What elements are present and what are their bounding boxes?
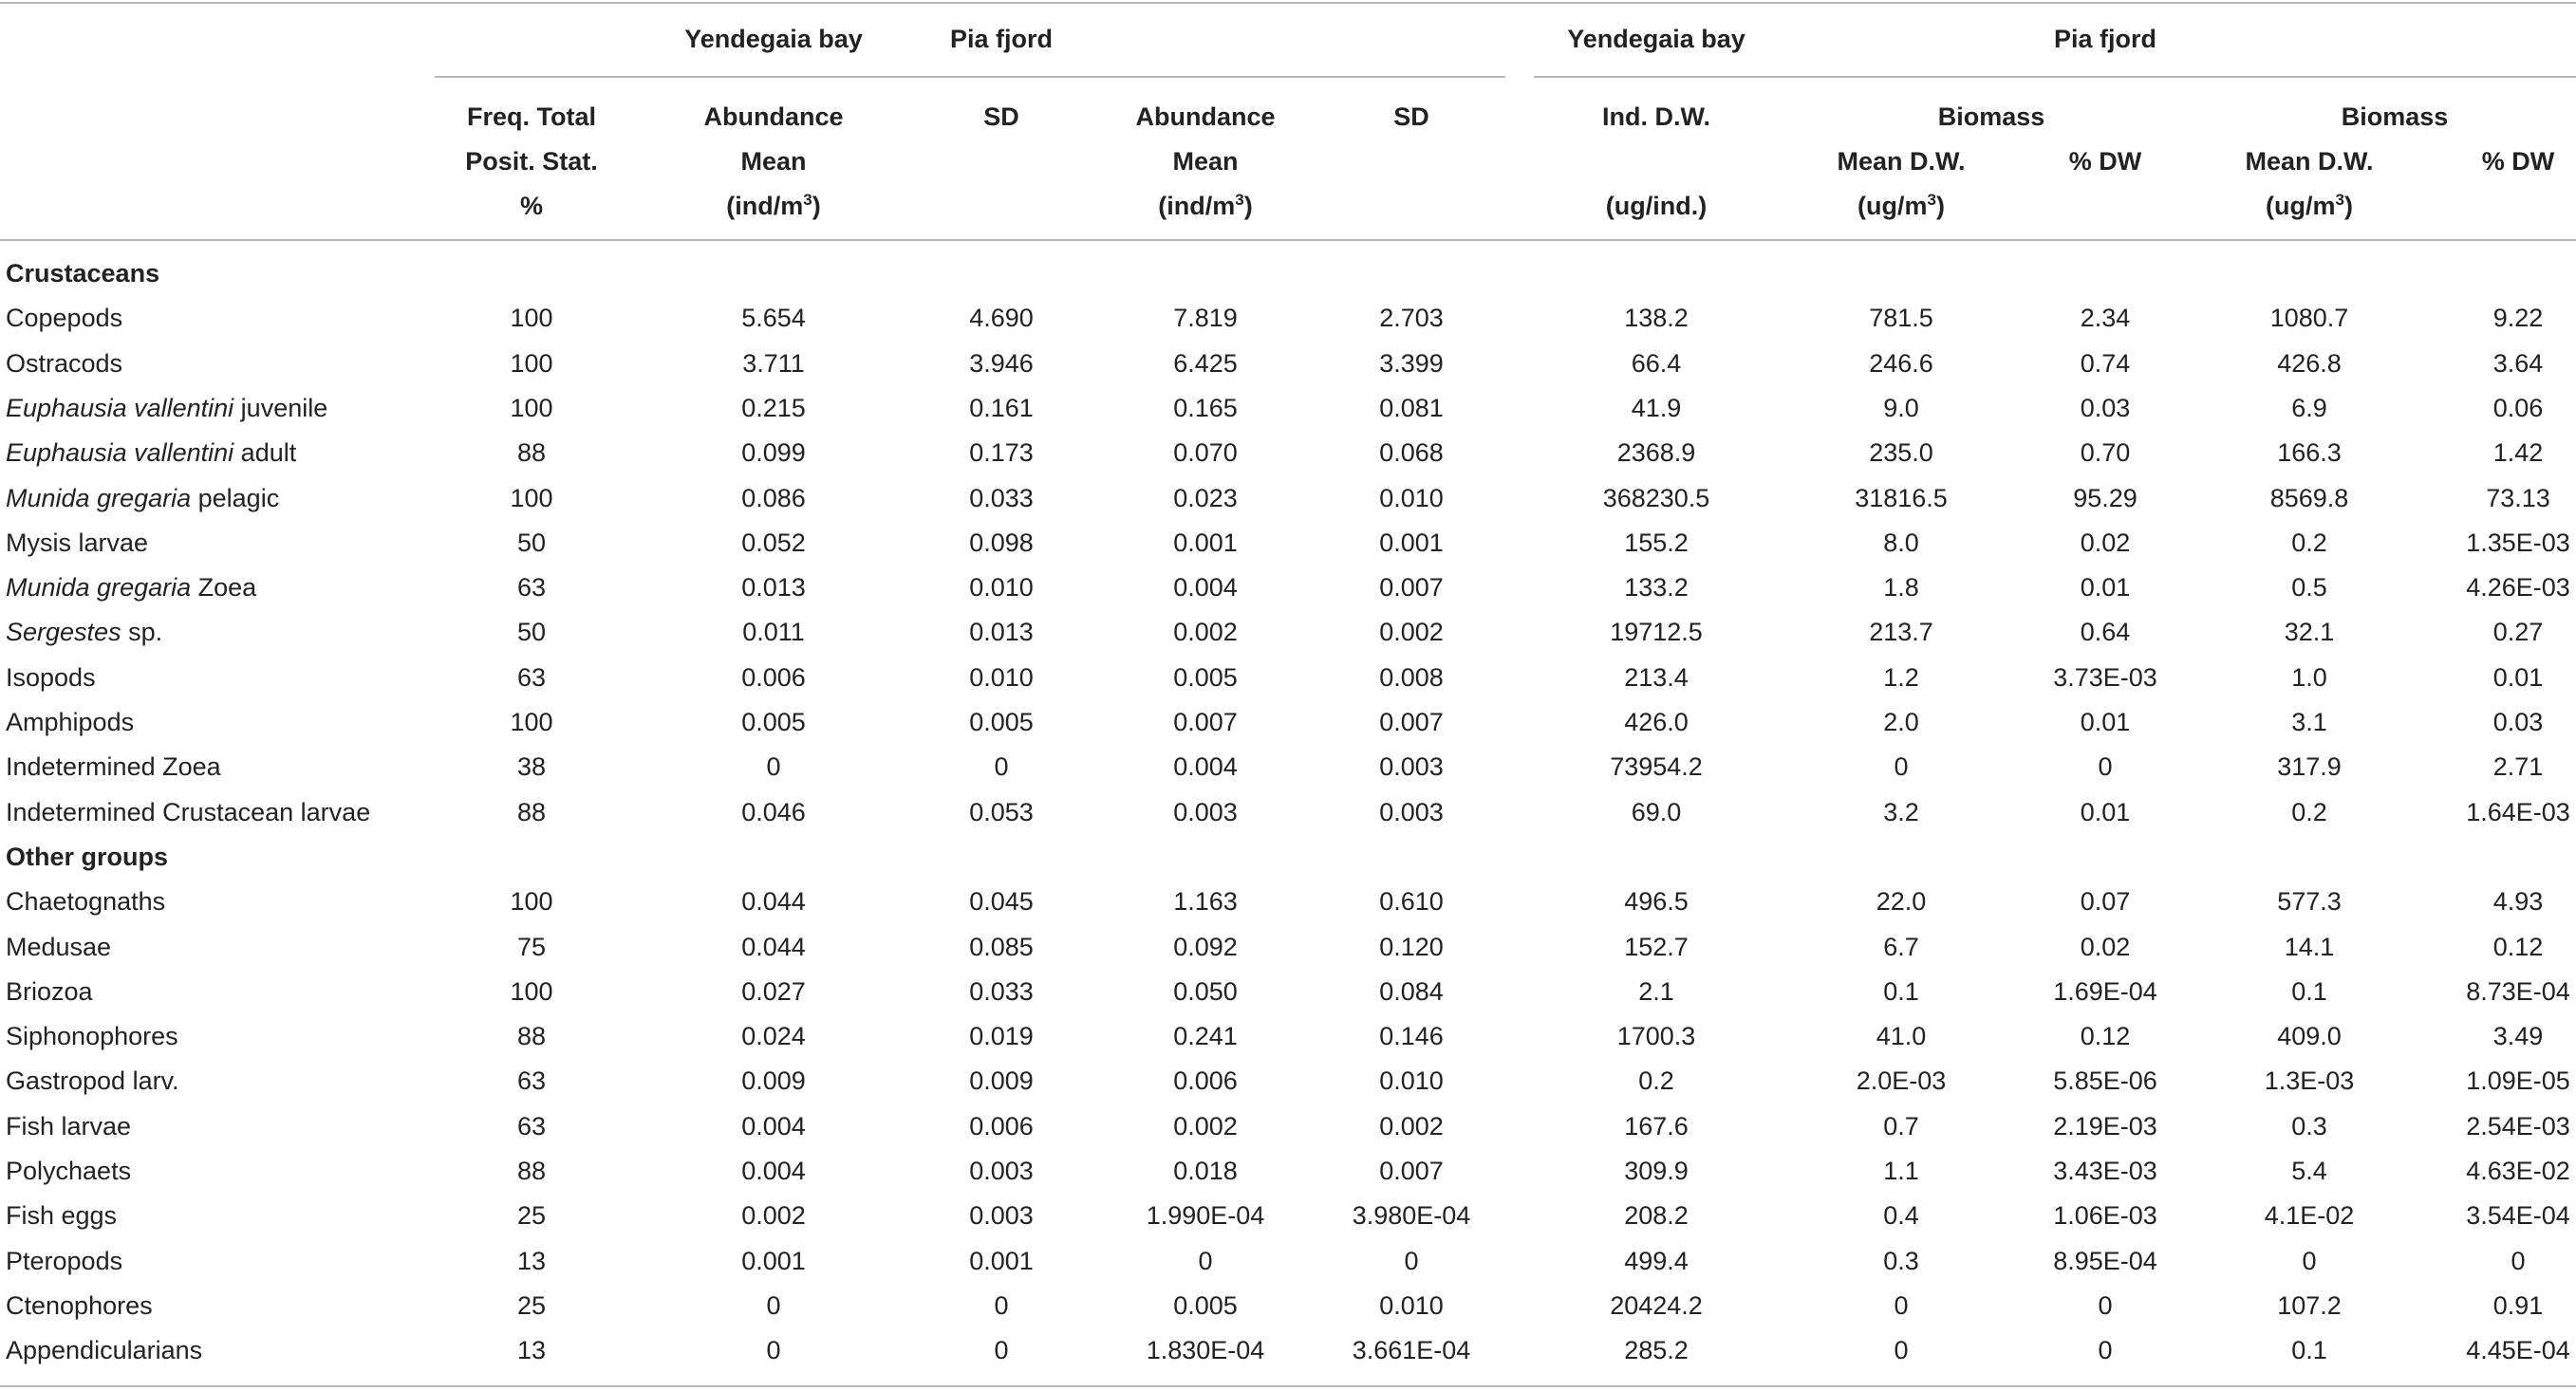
table-cell: 0.01 bbox=[2080, 708, 2131, 736]
table-bottom-rule bbox=[0, 1385, 2576, 1387]
table-cell: 25 bbox=[516, 1290, 547, 1320]
table-cell: 2368.9 bbox=[1616, 438, 1696, 468]
table-cell: 0.27 bbox=[2492, 618, 2544, 647]
table-cell: 3.49 bbox=[2492, 1022, 2544, 1051]
table-cell: 0.010 bbox=[1379, 483, 1444, 512]
table-cell: 0.91 bbox=[2492, 1290, 2544, 1320]
table-cell: 0.01 bbox=[2080, 797, 2131, 826]
table-cell: 0.084 bbox=[1379, 976, 1444, 1006]
table-cell: 426.8 bbox=[2277, 348, 2342, 378]
col-mean-dw-y-line1: Mean D.W. bbox=[1837, 147, 1966, 176]
table-cell: 3.43E-03 bbox=[2053, 1157, 2157, 1185]
table-cell: 0.003 bbox=[969, 1201, 1034, 1231]
table-cell: 100 bbox=[510, 887, 553, 917]
species-qualifier: juvenile bbox=[233, 393, 328, 422]
table-cell: 0.003 bbox=[1379, 797, 1444, 826]
table-cell: 31816.5 bbox=[1855, 483, 1948, 512]
table-cell: 0.1 bbox=[2291, 976, 2327, 1006]
table-cell: 0.01 bbox=[2492, 662, 2544, 692]
table-cell: 0.023 bbox=[1173, 483, 1238, 512]
table-cell: 4.93 bbox=[2492, 887, 2544, 917]
table-cell: 2.19E-03 bbox=[2053, 1111, 2157, 1141]
table-cell: 3.1 bbox=[2291, 708, 2327, 736]
table-cell: 0.007 bbox=[1379, 708, 1444, 736]
table-cell: 107.2 bbox=[2277, 1290, 2342, 1320]
table-cell: 5.654 bbox=[741, 304, 806, 333]
table-cell: 0.024 bbox=[741, 1022, 806, 1051]
table-cell: 4.1E-02 bbox=[2264, 1201, 2355, 1231]
table-cell: 0.03 bbox=[2492, 708, 2544, 736]
table-cell: 0.008 bbox=[1379, 662, 1444, 692]
table-cell: 0.2 bbox=[2291, 528, 2327, 557]
table-cell: 0.02 bbox=[2080, 932, 2131, 961]
table-cell: 9.0 bbox=[1883, 393, 1919, 422]
table-cell: 0.011 bbox=[742, 618, 805, 647]
table-cell: 0.1 bbox=[1883, 976, 1919, 1006]
table-cell: 4.26E-03 bbox=[2466, 573, 2570, 603]
table-cell: 0.001 bbox=[741, 1246, 806, 1275]
table-cell: 0.002 bbox=[741, 1201, 806, 1231]
table-cell: 22.0 bbox=[1876, 887, 1927, 917]
table-cell: 73.13 bbox=[2486, 483, 2550, 512]
species-qualifier: Zoea bbox=[191, 573, 257, 603]
table-cell: 4.45E-04 bbox=[2466, 1336, 2570, 1365]
table-cell: 0 bbox=[766, 1336, 781, 1365]
table-cell: 1.0 bbox=[2291, 662, 2327, 692]
table-cell: 0 bbox=[994, 1336, 1009, 1365]
table-cell: 63 bbox=[516, 1111, 547, 1141]
table-cell: 0.5 bbox=[2291, 573, 2327, 603]
table-cell: 0 bbox=[1198, 1246, 1213, 1275]
table-cell: 0.4 bbox=[1883, 1201, 1919, 1231]
table-cell: 0 bbox=[2098, 1336, 2113, 1365]
table-cell: 66.4 bbox=[1631, 348, 1682, 378]
row-label: Fish larvae bbox=[6, 1111, 132, 1141]
table-cell: 73954.2 bbox=[1610, 752, 1703, 782]
row-label: Mysis larvae bbox=[6, 528, 149, 557]
row-label: Medusae bbox=[6, 932, 112, 961]
group-header-yendegaia-1: Yendegaia bay bbox=[684, 25, 863, 53]
table-cell: 309.9 bbox=[1624, 1157, 1689, 1185]
row-label: Amphipods bbox=[6, 708, 135, 736]
table-cell: 1.42 bbox=[2492, 438, 2544, 468]
table-cell: 0.241 bbox=[1173, 1022, 1238, 1051]
species-name: Munida gregaria bbox=[6, 573, 192, 603]
table-cell: 0.06 bbox=[2492, 393, 2544, 422]
col-abund-y-unit: $(ind/m^3)$ bbox=[726, 191, 821, 220]
row-label bbox=[6, 616, 162, 648]
row-label: Briozoa bbox=[6, 976, 93, 1006]
col-mean-dw-p-unit: $(ug/m^3)$ bbox=[2266, 191, 2353, 220]
col-ind-dw-line1: Ind. D.W. bbox=[1602, 102, 1710, 131]
table-cell: 285.2 bbox=[1624, 1336, 1689, 1365]
table-cell: 0.044 bbox=[741, 932, 806, 961]
table-cell: 0.002 bbox=[1379, 1111, 1444, 1141]
table-cell: 368230.5 bbox=[1602, 483, 1710, 512]
table-cell: 577.3 bbox=[2277, 887, 2342, 917]
table-cell: 2.0 bbox=[1883, 708, 1919, 736]
table-cell: 0 bbox=[1894, 752, 1909, 782]
table-cell: 0.045 bbox=[969, 887, 1034, 917]
table-cell: 0.02 bbox=[2080, 528, 2131, 557]
table-cell: 0.01 bbox=[2080, 573, 2131, 603]
table-cell: 0.027 bbox=[741, 976, 806, 1006]
table-cell: 0.007 bbox=[1379, 1157, 1444, 1185]
table-cell: 0 bbox=[1894, 1336, 1909, 1365]
col-sd-y: SD bbox=[983, 102, 1019, 131]
table-cell: 2.54E-03 bbox=[2466, 1111, 2570, 1141]
table-cell: 1.830E-04 bbox=[1146, 1336, 1265, 1365]
table-cell: 3.711 bbox=[742, 348, 805, 378]
table-cell: 0.001 bbox=[1379, 528, 1444, 557]
row-label: Ctenophores bbox=[6, 1290, 153, 1320]
table-cell: 3.980E-04 bbox=[1352, 1201, 1471, 1231]
table-cell: 0.004 bbox=[741, 1111, 806, 1141]
table-cell: 41.9 bbox=[1631, 393, 1682, 422]
table-cell: 152.7 bbox=[1624, 932, 1689, 961]
col-freq-line1: Freq. Total bbox=[466, 102, 597, 131]
table-cell: 0 bbox=[994, 752, 1009, 782]
table-cell: 3.946 bbox=[969, 348, 1034, 378]
table-cell: 0 bbox=[1404, 1246, 1419, 1275]
table-cell: 0.098 bbox=[969, 528, 1034, 557]
table-cell: 0.07 bbox=[2080, 887, 2131, 917]
table-cell: 0.70 bbox=[2080, 438, 2131, 468]
table-cell: 100 bbox=[510, 708, 553, 736]
table-cell: 1.06E-03 bbox=[2053, 1201, 2157, 1231]
table-cell: 0.161 bbox=[969, 393, 1034, 422]
row-label: Chaetognaths bbox=[6, 887, 166, 917]
table-cell: 0.099 bbox=[741, 438, 806, 468]
table-cell: 0.005 bbox=[969, 708, 1034, 736]
table-cell: 8.73E-04 bbox=[2466, 976, 2570, 1006]
table-cell: 1080.7 bbox=[2269, 304, 2349, 333]
table-cell: 0 bbox=[1894, 1290, 1909, 1320]
group-header-yendegaia-2: Yendegaia bay bbox=[1567, 25, 1745, 53]
table-cell: 6.425 bbox=[1173, 348, 1238, 378]
row-label bbox=[6, 571, 256, 603]
table-cell: 7.819 bbox=[1173, 304, 1238, 333]
table-cell: 0 bbox=[766, 752, 781, 782]
table-cell: 32.1 bbox=[2284, 618, 2335, 647]
table-cell: 41.0 bbox=[1876, 1022, 1927, 1051]
table-cell: 0.12 bbox=[2492, 932, 2544, 961]
col-sd-p: SD bbox=[1393, 102, 1429, 131]
row-label: Siphonophores bbox=[6, 1022, 178, 1051]
table-cell: 0.050 bbox=[1173, 976, 1238, 1006]
table-cell: 63 bbox=[516, 662, 547, 692]
table-cell: 8.0 bbox=[1883, 528, 1919, 557]
section-title: Other groups bbox=[6, 842, 169, 871]
table-cell: 0.086 bbox=[741, 483, 806, 512]
table-cell: 4.63E-02 bbox=[2466, 1157, 2570, 1185]
table-cell: 63 bbox=[516, 573, 547, 603]
table-cell: 3.2 bbox=[1883, 797, 1919, 826]
col-mean-dw-y-unit: $(ug/m^3)$ bbox=[1857, 191, 1945, 220]
table-cell: 100 bbox=[510, 348, 553, 378]
table-cell: 133.2 bbox=[1624, 573, 1689, 603]
table-cell: 100 bbox=[510, 976, 553, 1006]
row-label: Gastropod larv. bbox=[6, 1066, 179, 1096]
table-cell: 0 bbox=[2098, 1290, 2113, 1320]
table-cell: 0.013 bbox=[969, 618, 1034, 647]
table-cell: 781.5 bbox=[1869, 304, 1933, 333]
group-rule-right bbox=[1534, 76, 2576, 78]
table-cell: 0.006 bbox=[1173, 1066, 1238, 1096]
col-ind-dw-line2: (ug/ind.) bbox=[1605, 192, 1708, 220]
table-cell: 0.009 bbox=[741, 1066, 806, 1096]
species-name: Munida gregaria bbox=[6, 483, 192, 512]
table-cell: 100 bbox=[510, 483, 553, 512]
table-cell: 9.22 bbox=[2492, 304, 2544, 333]
table-cell: 88 bbox=[516, 1022, 547, 1051]
species-name: Euphausia vallentini bbox=[6, 438, 234, 468]
row-label: Fish eggs bbox=[6, 1201, 118, 1231]
group-header-pia-1: Pia fjord bbox=[949, 25, 1054, 53]
table-cell: 166.3 bbox=[2277, 438, 2342, 468]
table-cell: 25 bbox=[516, 1201, 547, 1231]
col-mean-dw-p-line1: Mean D.W. bbox=[2245, 147, 2374, 176]
table-cell: 3.399 bbox=[1379, 348, 1444, 378]
table-cell: 3.64 bbox=[2492, 348, 2544, 378]
table-cell: 1.3E-03 bbox=[2264, 1066, 2355, 1096]
col-abund-y-line1: Abundance bbox=[703, 102, 844, 131]
row-label: Isopods bbox=[6, 662, 96, 692]
table-cell: 0 bbox=[2511, 1246, 2526, 1275]
col-freq-line2: Posit. Stat. bbox=[465, 147, 598, 176]
table-cell: 317.9 bbox=[2277, 752, 2342, 782]
row-label: Indetermined Zoea bbox=[6, 752, 221, 782]
table-cell: 0.004 bbox=[1173, 752, 1238, 782]
table-cell: 0.004 bbox=[1173, 573, 1238, 603]
header-bottom-rule bbox=[0, 239, 2576, 241]
table-cell: 0.033 bbox=[969, 976, 1034, 1006]
table-cell: 0.001 bbox=[969, 1246, 1034, 1275]
table-cell: 0.005 bbox=[1173, 662, 1238, 692]
table-cell: 0.007 bbox=[1173, 708, 1238, 736]
table-cell: 0.001 bbox=[1173, 528, 1238, 557]
table-cell: 0.002 bbox=[1173, 1111, 1238, 1141]
table-cell: 2.71 bbox=[2492, 752, 2544, 782]
table-cell: 95.29 bbox=[2073, 483, 2137, 512]
table-cell: 0.004 bbox=[741, 1157, 806, 1185]
row-label bbox=[6, 392, 327, 424]
table-cell: 499.4 bbox=[1624, 1246, 1689, 1275]
row-label: Appendicularians bbox=[6, 1336, 203, 1365]
row-label: Pteropods bbox=[6, 1246, 123, 1275]
table-cell: 0.033 bbox=[969, 483, 1034, 512]
table-cell: 100 bbox=[510, 393, 553, 422]
row-label: Polychaets bbox=[6, 1157, 132, 1185]
table-cell: 4.690 bbox=[969, 304, 1034, 333]
table-cell: 235.0 bbox=[1869, 438, 1933, 468]
table-cell: 0 bbox=[766, 1290, 781, 1320]
table-cell: 0.173 bbox=[969, 438, 1034, 468]
table-cell: 8.95E-04 bbox=[2053, 1246, 2157, 1275]
table-cell: 0.010 bbox=[1379, 1066, 1444, 1096]
table-cell: 0.1 bbox=[2291, 1336, 2327, 1365]
table-cell: 2.1 bbox=[1638, 976, 1674, 1006]
col-pct-dw-p: % DW bbox=[2481, 147, 2555, 176]
table-cell: 213.7 bbox=[1869, 618, 1933, 647]
table-cell: 0.005 bbox=[741, 708, 806, 736]
species-qualifier: sp. bbox=[121, 618, 163, 647]
table-cell: 6.7 bbox=[1883, 932, 1919, 961]
table-cell: 0.12 bbox=[2080, 1022, 2131, 1051]
col-pct-dw-y: % DW bbox=[2068, 147, 2142, 176]
table-cell: 1.64E-03 bbox=[2466, 797, 2570, 826]
col-abund-p-line2: Mean bbox=[1172, 147, 1239, 176]
species-name: Euphausia vallentini bbox=[6, 393, 234, 422]
table-cell: 0.019 bbox=[969, 1022, 1034, 1051]
group-rule-left bbox=[435, 76, 1505, 78]
table-cell: 208.2 bbox=[1624, 1201, 1689, 1231]
table-cell: 13 bbox=[516, 1336, 547, 1365]
col-biomass-y: Biomass bbox=[1937, 102, 2045, 131]
table-cell: 1.163 bbox=[1173, 887, 1238, 917]
row-label bbox=[6, 482, 279, 514]
table-cell: 13 bbox=[516, 1246, 547, 1275]
table-cell: 0.081 bbox=[1379, 393, 1444, 422]
table-cell: 0.3 bbox=[2291, 1111, 2327, 1141]
table-cell: 0.610 bbox=[1379, 887, 1444, 917]
table-cell: 63 bbox=[516, 1066, 547, 1096]
table-cell: 0.003 bbox=[1173, 797, 1238, 826]
table-cell: 88 bbox=[516, 438, 547, 468]
table-cell: 2.34 bbox=[2080, 304, 2131, 333]
table-cell: 20424.2 bbox=[1610, 1290, 1703, 1320]
table-cell: 50 bbox=[516, 528, 547, 557]
table-cell: 0.005 bbox=[1173, 1290, 1238, 1320]
table-cell: 0.2 bbox=[1638, 1066, 1674, 1096]
table-cell: 0.046 bbox=[741, 797, 806, 826]
table-cell: 409.0 bbox=[2277, 1022, 2342, 1051]
species-name: Sergestes bbox=[6, 618, 121, 647]
table-cell: 0.120 bbox=[1379, 932, 1444, 961]
table-cell: 100 bbox=[510, 304, 553, 333]
table-cell: 50 bbox=[516, 618, 547, 647]
table-cell: 1.09E-05 bbox=[2466, 1066, 2570, 1096]
table-cell: 8569.8 bbox=[2269, 483, 2349, 512]
table-cell: 0 bbox=[994, 1290, 1009, 1320]
table-cell: 1.990E-04 bbox=[1146, 1201, 1265, 1231]
table-cell: 3.73E-03 bbox=[2053, 662, 2157, 692]
row-label: Indetermined Crustacean larvae bbox=[6, 797, 371, 826]
table-cell: 0.013 bbox=[741, 573, 806, 603]
table-cell: 155.2 bbox=[1624, 528, 1689, 557]
table-cell: 75 bbox=[516, 932, 547, 961]
species-qualifier: pelagic bbox=[191, 483, 280, 512]
table-cell: 0.092 bbox=[1173, 932, 1238, 961]
table-top-rule bbox=[0, 2, 2576, 4]
row-label bbox=[6, 436, 296, 469]
table-cell: 0.002 bbox=[1379, 618, 1444, 647]
table-cell: 5.4 bbox=[2291, 1157, 2327, 1185]
table-cell: 69.0 bbox=[1631, 797, 1682, 826]
table-cell: 138.2 bbox=[1624, 304, 1689, 333]
table-cell: 0.009 bbox=[969, 1066, 1034, 1096]
group-header-pia-2: Pia fjord bbox=[2053, 25, 2157, 53]
table-cell: 0.010 bbox=[969, 573, 1034, 603]
table-cell: 0.215 bbox=[741, 393, 806, 422]
table-cell: 0.003 bbox=[1379, 752, 1444, 782]
table-cell: 1.35E-03 bbox=[2466, 528, 2570, 557]
table-cell: 0.003 bbox=[969, 1157, 1034, 1185]
table-cell: 14.1 bbox=[2284, 932, 2335, 961]
col-freq-line3: % bbox=[519, 192, 544, 220]
table-cell: 0.007 bbox=[1379, 573, 1444, 603]
table-cell: 0.3 bbox=[1883, 1246, 1919, 1275]
table-cell: 246.6 bbox=[1869, 348, 1933, 378]
table-cell: 0.053 bbox=[969, 797, 1034, 826]
col-abund-y-line2: Mean bbox=[740, 147, 807, 176]
table-cell: 0.044 bbox=[741, 887, 806, 917]
table-cell: 2.0E-03 bbox=[1856, 1066, 1947, 1096]
table-cell: 3.54E-04 bbox=[2466, 1201, 2570, 1231]
table-cell: 1.69E-04 bbox=[2053, 976, 2157, 1006]
table-cell: 167.6 bbox=[1624, 1111, 1689, 1141]
table-cell: 0.64 bbox=[2080, 618, 2131, 647]
table-cell: 496.5 bbox=[1624, 887, 1689, 917]
table-cell: 0.002 bbox=[1173, 618, 1238, 647]
table-cell: 0.018 bbox=[1173, 1157, 1238, 1185]
section-title: Crustaceans bbox=[6, 259, 160, 287]
table-cell: 0 bbox=[2302, 1246, 2317, 1275]
table-cell: 1.2 bbox=[1883, 662, 1919, 692]
table-cell: 88 bbox=[516, 1157, 547, 1185]
row-label: Copepods bbox=[6, 304, 123, 333]
table-cell: 0.2 bbox=[2291, 797, 2327, 826]
table-cell: 0.006 bbox=[741, 662, 806, 692]
table-cell: 1.1 bbox=[1883, 1157, 1919, 1185]
table-cell: 1.8 bbox=[1883, 573, 1919, 603]
col-abund-p-line1: Abundance bbox=[1135, 102, 1276, 131]
table-cell: 1700.3 bbox=[1616, 1022, 1696, 1051]
table-cell: 2.703 bbox=[1379, 304, 1444, 333]
table-cell: 0.03 bbox=[2080, 393, 2131, 422]
table-cell: 426.0 bbox=[1624, 708, 1689, 736]
table-cell: 0.146 bbox=[1379, 1022, 1444, 1051]
table-cell: 0.165 bbox=[1173, 393, 1238, 422]
table-cell: 0.010 bbox=[1379, 1290, 1444, 1320]
table-cell: 38 bbox=[516, 752, 547, 782]
species-qualifier: adult bbox=[233, 438, 297, 468]
table-cell: 0.068 bbox=[1379, 438, 1444, 468]
table-cell: 0.070 bbox=[1173, 438, 1238, 468]
table-cell: 88 bbox=[516, 797, 547, 826]
table-cell: 213.4 bbox=[1624, 662, 1689, 692]
col-abund-p-unit: $(ind/m^3)$ bbox=[1158, 191, 1253, 220]
table-cell: 0.010 bbox=[969, 662, 1034, 692]
table-cell: 6.9 bbox=[2291, 393, 2327, 422]
table-cell: 3.661E-04 bbox=[1352, 1336, 1471, 1365]
table-cell: 0.085 bbox=[969, 932, 1034, 961]
table-cell: 19712.5 bbox=[1610, 618, 1703, 647]
table-cell: 5.85E-06 bbox=[2053, 1066, 2157, 1096]
table-cell: 0 bbox=[2098, 752, 2113, 782]
col-biomass-p: Biomass bbox=[2341, 102, 2449, 131]
table-cell: 0.052 bbox=[741, 528, 806, 557]
table-cell: 0.7 bbox=[1883, 1111, 1919, 1141]
table-cell: 0.74 bbox=[2080, 348, 2131, 378]
table-cell: 0.006 bbox=[969, 1111, 1034, 1141]
row-label: Ostracods bbox=[6, 348, 123, 378]
